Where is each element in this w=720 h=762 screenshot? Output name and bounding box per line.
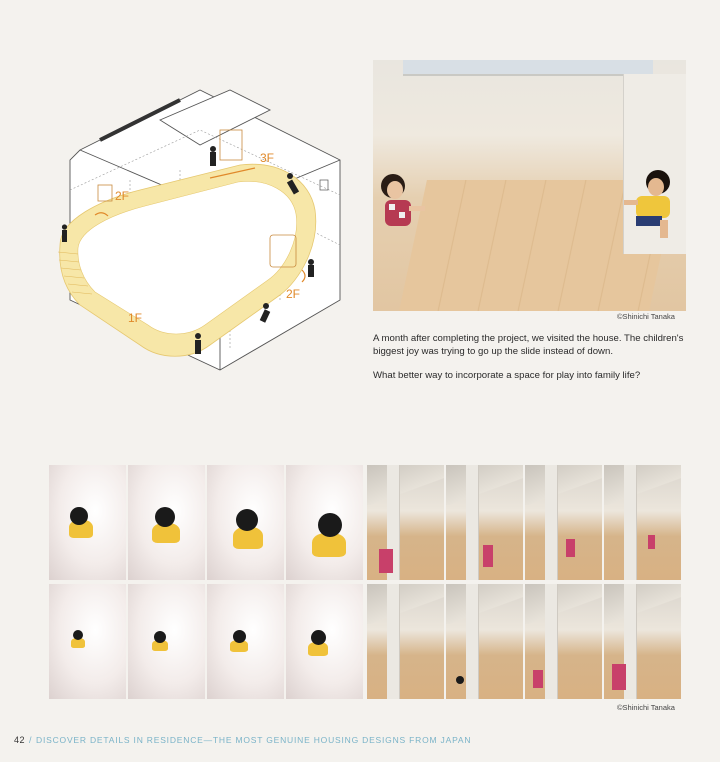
label-3f: 3F — [260, 151, 275, 165]
body-text — [373, 333, 688, 395]
sequence-photo — [367, 465, 444, 580]
sequence-photo — [525, 584, 602, 699]
paragraph-1: A month after completing the project, we visited the house. The children's biggest joy was trying to go up the slide instead of down. — [373, 333, 684, 357]
sequence-photo — [286, 584, 363, 699]
sequence-photo — [367, 584, 444, 699]
photo-credit-bottom: ©Shinichi Tanaka — [617, 703, 675, 712]
page-number: 42 — [14, 735, 26, 745]
sequence-photo — [128, 465, 205, 580]
sequence-photo — [446, 465, 523, 580]
page-footer — [14, 735, 471, 745]
child-boy-figure — [616, 168, 678, 238]
book-title: DISCOVER DETAILS IN RESIDENCE—THE MOST GENUINE HOUSING DESIGNS FROM JAPAN — [36, 735, 472, 745]
label-1f: 1F — [128, 311, 143, 325]
sequence-photo — [207, 465, 284, 580]
sequence-photo — [604, 465, 681, 580]
window — [403, 60, 653, 76]
sequence-photo — [49, 584, 126, 699]
child-girl-figure — [375, 170, 425, 240]
sequence-photo — [49, 465, 126, 580]
isometric-house-diagram — [40, 70, 360, 390]
sequence-photo — [604, 584, 681, 699]
sequence-photo — [525, 465, 602, 580]
photo-children-on-floor — [373, 60, 686, 311]
footer-separator: / — [29, 735, 33, 745]
label-2f-right: 2F — [286, 287, 301, 301]
sequence-photo — [207, 584, 284, 699]
paragraph-2: What better way to incorporate a space for play into family life? — [373, 370, 641, 381]
sequence-photo — [128, 584, 205, 699]
photo-credit-top: ©Shinichi Tanaka — [617, 312, 675, 321]
label-2f-left: 2F — [115, 189, 130, 203]
sequence-photo — [286, 465, 363, 580]
photo-sequence-grid — [49, 465, 683, 702]
sequence-photo — [446, 584, 523, 699]
